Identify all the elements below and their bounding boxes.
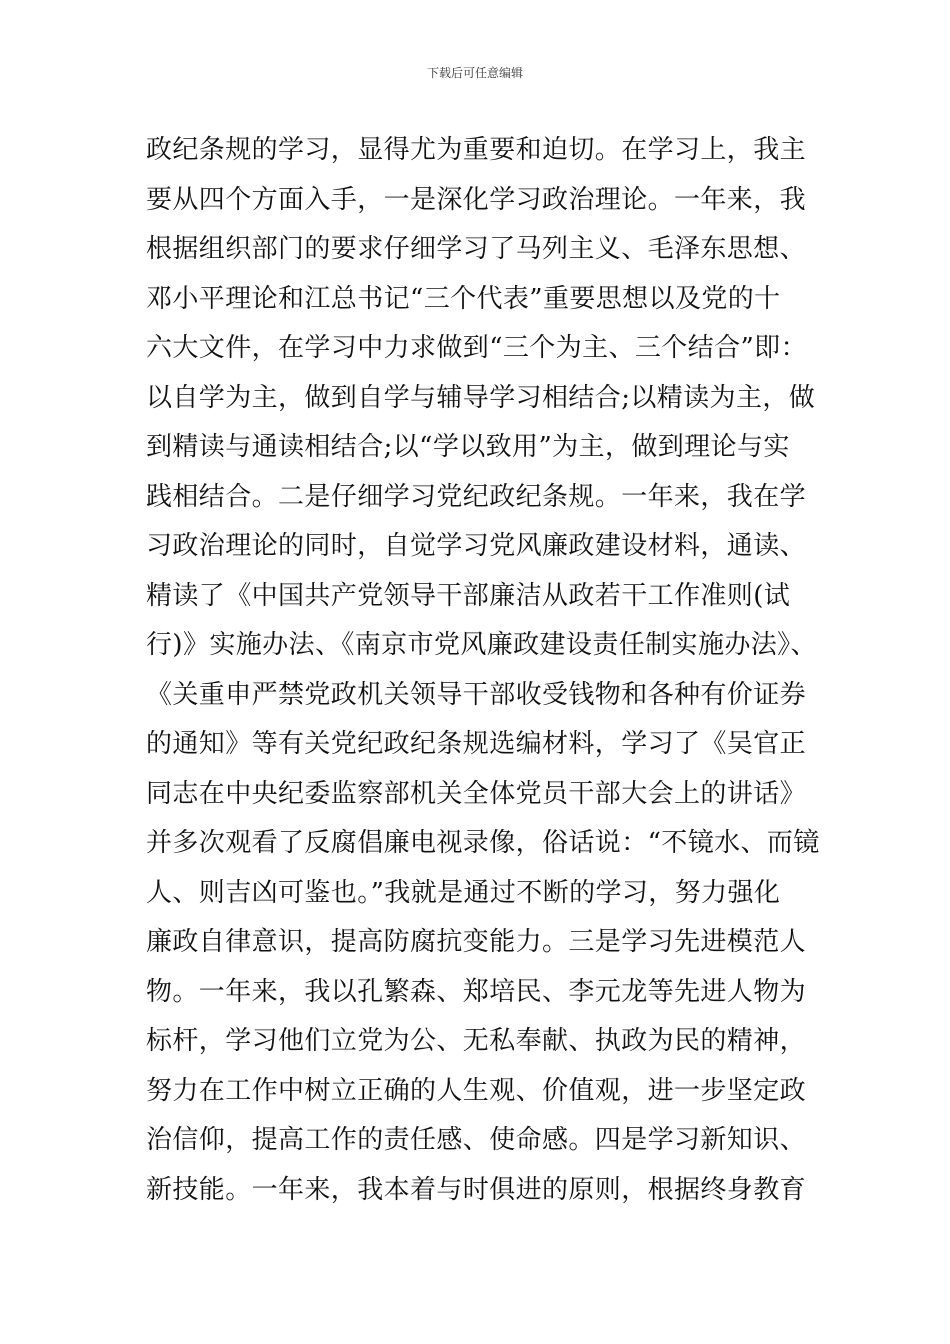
text-line: 廉政自律意识，提高防腐抗变能力。三是学习先进模范人: [146, 927, 807, 957]
text-line: 到精读与通读相结合;以“学以致用”为主，做到理论与实: [146, 432, 790, 462]
text-line: 习政治理论的同时，自觉学习党风廉政建设材料，通读、: [146, 531, 807, 561]
text-line: 的通知》等有关党纪政纪条规选编材料，学习了《吴官正: [146, 729, 807, 759]
document-body: [146, 126, 826, 1215]
text-line: 人、则吉凶可鉴也。”我就是通过不断的学习，努力强化: [146, 877, 781, 908]
text-line: 并多次观看了反腐倡廉电视录像，俗话说：“不镜水、而镜: [146, 828, 820, 858]
text-line: 《关重申严禁党政机关领导干部收受钱物和各种有价证券: [146, 679, 807, 710]
text-line: 践相结合。二是仔细学习党纪政纪条规。一年来，我在学: [146, 481, 807, 512]
text-line: 六大文件，在学习中力求做到“三个为主、三个结合”即：: [146, 333, 807, 363]
text-line: 努力在工作中树立正确的人生观、价值观，进一步坚定政: [146, 1075, 807, 1106]
text-line: 政纪条规的学习，显得尤为重要和迫切。在学习上，我主: [146, 135, 807, 165]
text-line: 以自学为主，做到自学与辅导学习相结合;以精读为主，做: [146, 382, 816, 413]
text-line: 标杆，学习他们立党为公、无私奉献、执政为民的精神，: [146, 1026, 807, 1056]
text-line: 物。一年来，我以孔繁森、郑培民、李元龙等先进人物为: [146, 976, 807, 1007]
text-line: 邓小平理论和江总书记“三个代表”重要思想以及党的十: [146, 283, 781, 314]
text-line: 根据组织部门的要求仔细学习了马列主义、毛泽东思想、: [146, 234, 807, 264]
text-line: 行)》实施办法、《南京市党风廉政建设责任制实施办法》、: [146, 630, 817, 660]
text-line: 精读了《中国共产党领导干部廉洁从政若干工作准则(试: [146, 580, 791, 611]
page-header-note: 下载后可任意编辑: [426, 66, 523, 80]
text-line: 新技能。一年来，我本着与时俱进的原则，根据终身教育: [146, 1174, 807, 1205]
text-line: 同志在中央纪委监察部机关全体党员干部大会上的讲话》: [146, 778, 807, 809]
text-line: 要从四个方面入手，一是深化学习政治理论。一年来，我: [146, 184, 807, 215]
text-line: 治信仰，提高工作的责任感、使命感。四是学习新知识、: [146, 1125, 807, 1155]
